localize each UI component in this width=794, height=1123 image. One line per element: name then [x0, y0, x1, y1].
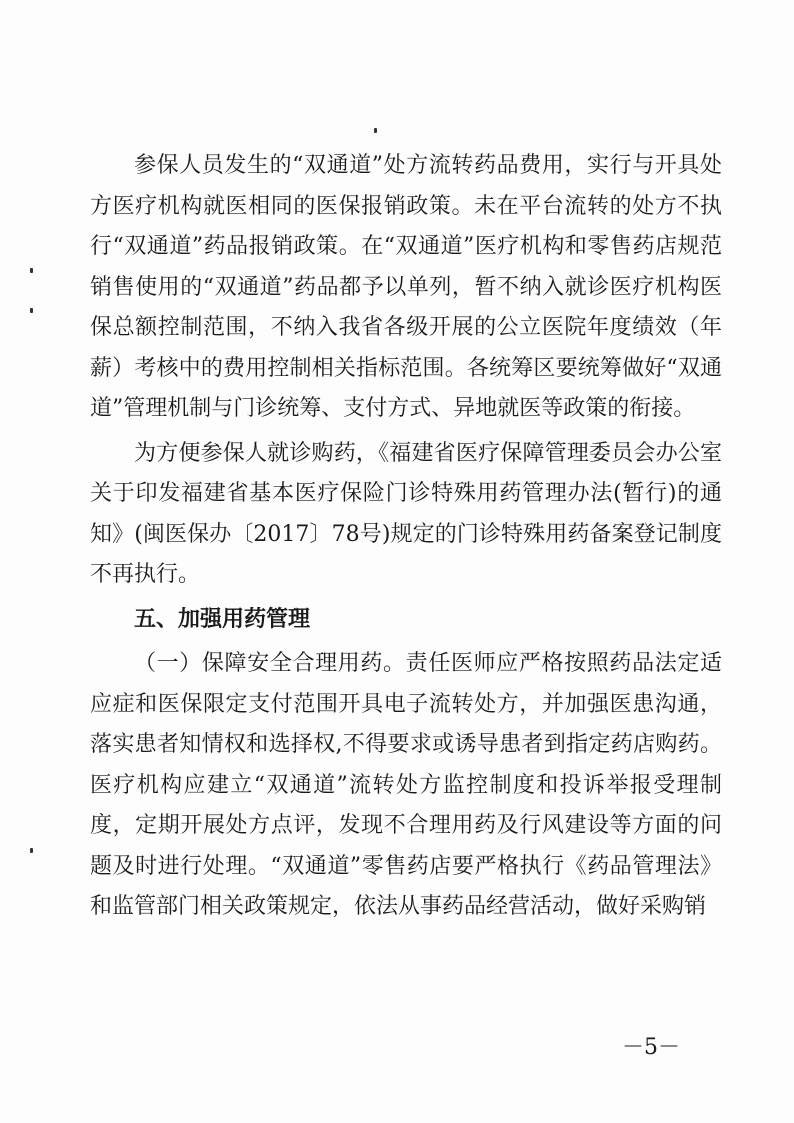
body-paragraph: 为方便参保人就诊购药，《福建省医疗保障管理委员会办公室关于印发福建省基本医疗保险门诊特殊用药管理办法(暂行)的通知》(闽医保办〔2017〕78号)规定的门诊特殊用药备案登记制度不再执行。	[90, 440, 722, 587]
body-paragraph: 参保人员发生的“双通道”处方流转药品费用，实行与开具处方医疗机构就医相同的医保报销政策。未在平台流转的处方不执行“双通道”药品报销政策。在“双通道”医疗机构和零售药店规范销售使用的“双通道”药品都予以单列，暂不纳入就诊医疗机构医保总额控制范围，不纳入我省各级开展的公立医院年度绩效（年薪）考核中的费用控制相关指标范围。各统筹区要统筹做好“双通道”管理机制与门诊统筹、支付方式、异地就医等政策的衔接。	[90, 153, 722, 421]
page-number: －5－	[622, 1035, 680, 1060]
scan-speck	[30, 268, 33, 273]
document-body	[90, 146, 722, 928]
scan-speck	[30, 308, 33, 313]
section-heading: 五、加强用药管理	[134, 606, 311, 632]
scan-speck	[30, 848, 33, 853]
scan-speck	[374, 128, 377, 133]
section-paragraph: （一）保障安全合理用药。责任医师应严格按照药品法定适应症和医保限定支付范围开具电子流转处方，并加强医患沟通，落实患者知情权和选择权,不得要求或诱导患者到指定药店购药。医疗机构应建立“双通道”流转处方监控制度和投诉举报受理制度，定期开展处方点评，发现不合理用药及行风建设等方面的问题及时进行处理。“双通道”零售药店要严格执行《药品管理法》和监管部门相关政策规定，依法从事药品经营活动，做好采购销	[90, 651, 722, 919]
